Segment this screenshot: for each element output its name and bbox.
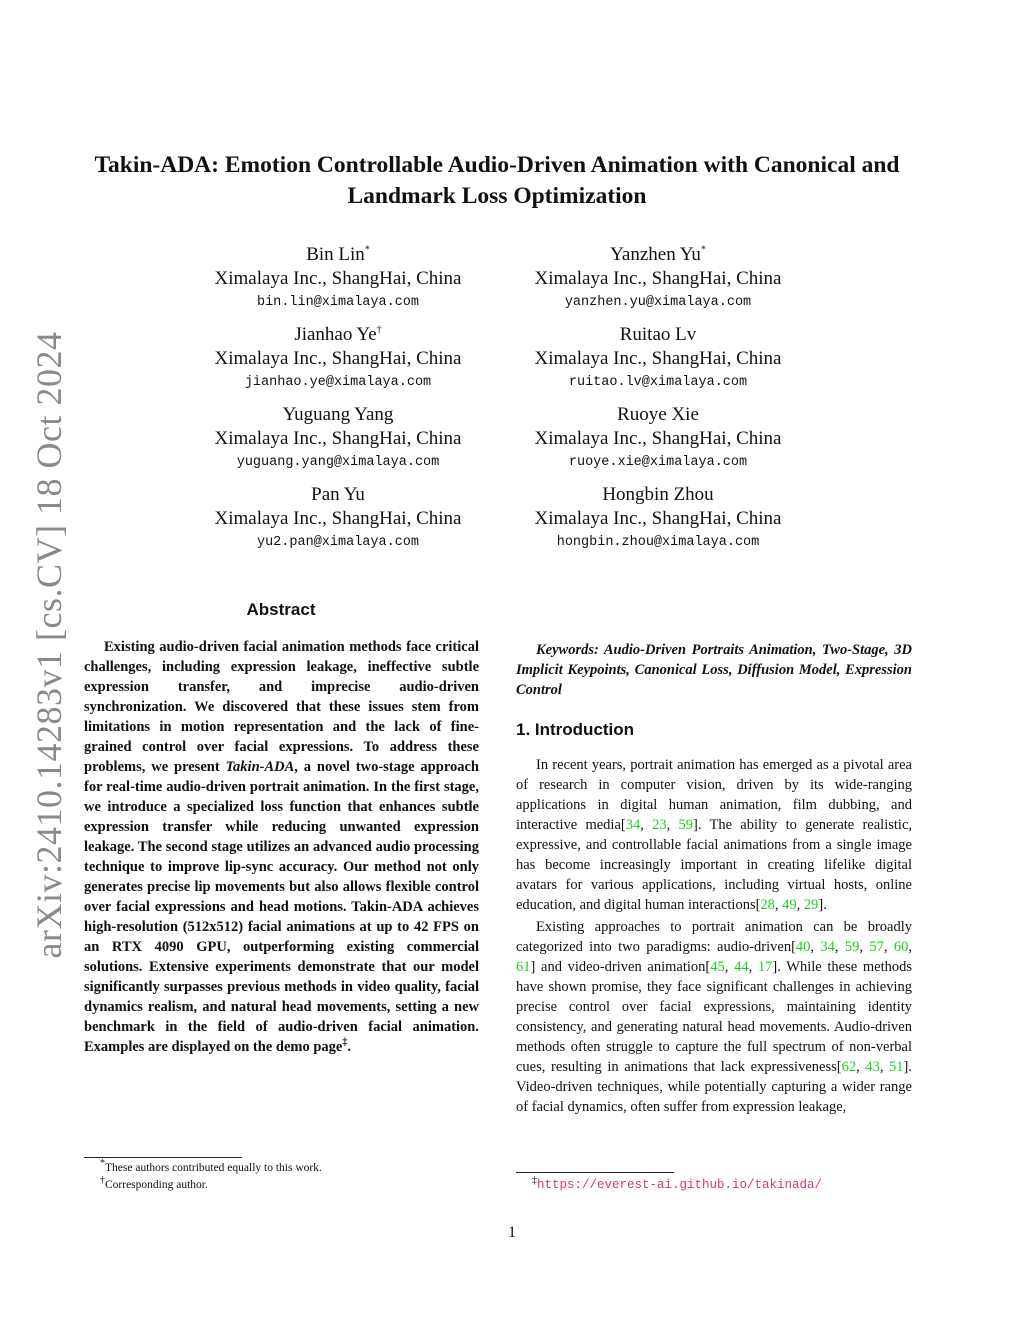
- citation-link[interactable]: 59: [844, 939, 860, 955]
- author-mark: †: [376, 324, 382, 336]
- demo-page-link[interactable]: https://everest-ai.github.io/takinada/: [537, 1178, 823, 1192]
- author-email[interactable]: jianhao.ye@ximalaya.com: [244, 375, 432, 390]
- introduction-body: [516, 755, 912, 1117]
- author-email[interactable]: yuguang.yang@ximalaya.com: [236, 455, 440, 470]
- citation-link[interactable]: 60: [893, 939, 909, 955]
- author-affiliation: Ximalaya Inc., ShangHai, China: [534, 348, 782, 369]
- paragraph: In recent years, portrait animation has emerged as a pivotal area of research in computer vision, driven by its wide-ranging applications in digital human animation, film dubbing, and interactive media[34, 23, 59]. The ability to generate realistic, expressive, and controllable facial animations from a single image has become increasingly important in creating lifelike digital avatars for various applications, including virtual hosts, online education, and digital human interactions[28, 49, 29].: [516, 757, 912, 913]
- citation-link[interactable]: 51: [889, 1059, 904, 1075]
- abstract-heading: Abstract: [246, 600, 316, 619]
- author-block: [488, 243, 828, 315]
- author-affiliation: Ximalaya Inc., ShangHai, China: [534, 428, 782, 449]
- footnote: ‡https://everest-ai.github.io/takinada/: [532, 1175, 823, 1192]
- author-email[interactable]: ruoye.xie@ximalaya.com: [568, 455, 748, 470]
- citation-link[interactable]: 23: [652, 817, 667, 833]
- footnote: †Corresponding author.: [100, 1175, 208, 1191]
- citation-link[interactable]: 45: [710, 959, 725, 975]
- section-heading: 1. Introduction: [516, 720, 635, 739]
- citation-link[interactable]: 34: [625, 817, 641, 833]
- footnote-divider: [516, 1172, 674, 1173]
- author-email[interactable]: hongbin.zhou@ximalaya.com: [556, 535, 760, 550]
- footnote-ref[interactable]: ‡: [342, 1037, 348, 1049]
- author-block: [488, 323, 828, 395]
- citation-link[interactable]: 17: [757, 959, 773, 975]
- author-name: Yanzhen Yu: [610, 244, 701, 265]
- author-affiliation: Ximalaya Inc., ShangHai, China: [214, 508, 462, 529]
- author-name: Jianhao Ye: [294, 324, 377, 345]
- keywords: Keywords: Audio-Driven Portraits Animation, Two-Stage, 3D Implicit Keypoints, Canonical Loss, Diffusion Model, Expression Control: [516, 642, 912, 698]
- author-email[interactable]: yanzhen.yu@ximalaya.com: [564, 295, 752, 310]
- author-affiliation: Ximalaya Inc., ShangHai, China: [534, 508, 782, 529]
- author-block: [168, 483, 508, 555]
- footnote: *These authors contributed equally to this work.: [100, 1158, 322, 1174]
- paper-title: Takin-ADA: Emotion Controllable Audio-Driven Animation with Canonical and Landmark Loss Optimization: [94, 152, 900, 209]
- author-block: [168, 323, 508, 395]
- author-name: Ruitao Lv: [619, 324, 697, 345]
- abstract-body: Existing audio-driven facial animation methods face critical challenges, including expression leakage, ineffective subtle expression transfer, and imprecise audio-driven synchronization. We discovered that these issues stem from limitations in motion representation and the lack of fine-grained control over facial expressions. To address these problems, we present Takin-ADA, a novel two-stage approach for real-time audio-driven portrait animation. In the first stage, we introduce a specialized loss function that enhances subtle expression transfer while reducing unwanted expression leakage. The second stage utilizes an advanced audio processing technique to improve lip-sync accuracy. Our method not only generates precise lip movements but also allows flexible control over facial expressions and head motions. Takin-ADA achieves high-resolution (512x512) facial animations at up to 42 FPS on an RTX 4090 GPU, outperforming existing commercial solutions. Extensive experiments demonstrate that our model significantly surpasses previous methods in video quality, facial dynamics realism, and natural head movements, setting a new benchmark in the field of audio-driven facial animation. Examples are displayed on the demo page‡.: [84, 639, 479, 1055]
- author-block: [488, 403, 828, 475]
- citation-link[interactable]: 34: [820, 939, 835, 955]
- author-affiliation: Ximalaya Inc., ShangHai, China: [214, 348, 462, 369]
- citation-link[interactable]: 40: [795, 939, 811, 955]
- author-affiliation: Ximalaya Inc., ShangHai, China: [214, 268, 462, 289]
- citation-link[interactable]: 43: [865, 1059, 880, 1075]
- author-affiliation: Ximalaya Inc., ShangHai, China: [214, 428, 462, 449]
- citation-link[interactable]: 44: [734, 959, 749, 975]
- author-email[interactable]: ruitao.lv@ximalaya.com: [568, 375, 748, 390]
- arxiv-stamp: arXiv:2410.14283v1 [cs.CV] 18 Oct 2024: [29, 331, 69, 959]
- page-number: 1: [508, 1224, 516, 1241]
- author-block: [168, 403, 508, 475]
- citation-link[interactable]: 59: [678, 817, 693, 833]
- citation-link[interactable]: 62: [841, 1059, 857, 1075]
- citation-link[interactable]: 49: [782, 897, 797, 913]
- author-name: Bin Lin: [306, 244, 365, 265]
- footnote-divider: [84, 1157, 242, 1158]
- author-name: Pan Yu: [311, 484, 365, 505]
- author-name: Yuguang Yang: [282, 404, 394, 425]
- author-email[interactable]: yu2.pan@ximalaya.com: [256, 535, 420, 550]
- citation-link[interactable]: 28: [760, 897, 775, 913]
- author-email[interactable]: bin.lin@ximalaya.com: [256, 295, 420, 310]
- author-mark: *: [700, 244, 706, 256]
- method-name: Takin-ADA: [225, 759, 295, 775]
- paragraph: Existing approaches to portrait animation can be broadly categorized into two paradigms: audio-driven[40, 34, 59, 57, 60, 61] and video-driven animation[45, 44, 17]. While these methods have shown promise, they face significant challenges in achieving precise control over facial expressions, maintaining identity consistency, and generating natural head movements. Audio-driven methods often struggle to capture the full spectrum of non-verbal cues, resulting in animations that lack expressiveness[62, 43, 51]. Video-driven techniques, while potentially capturing a wider range of facial dynamics, often suffer from expression leakage,: [516, 919, 913, 1115]
- citation-link[interactable]: 61: [516, 959, 531, 975]
- citation-link[interactable]: 57: [869, 939, 884, 955]
- author-block: [168, 243, 508, 315]
- author-block: [488, 483, 828, 555]
- author-mark: *: [364, 244, 370, 256]
- author-name: Hongbin Zhou: [602, 484, 714, 505]
- author-name: Ruoye Xie: [617, 404, 699, 425]
- author-affiliation: Ximalaya Inc., ShangHai, China: [534, 268, 782, 289]
- citation-link[interactable]: 29: [803, 897, 819, 913]
